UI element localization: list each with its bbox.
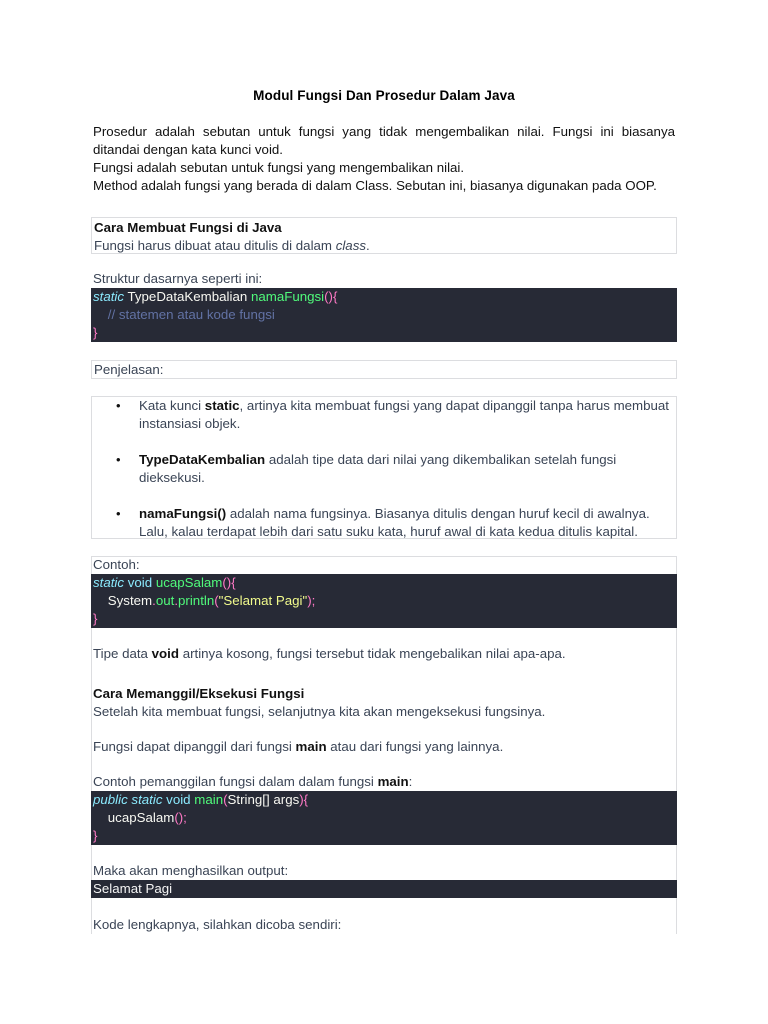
code-keyword: public static xyxy=(93,792,163,807)
intro-line-procedure: Prosedur adalah sebutan untuk fungsi yang tidak mengembalikan nilai. Fungsi ini biasanya ditandai dengan kata kunci void. xyxy=(93,124,675,157)
create-text-italic: class xyxy=(335,238,366,253)
code-bracket: (){ xyxy=(222,575,236,590)
code-object: System xyxy=(93,593,153,608)
create-text-before: Fungsi harus dibuat atau ditulis di dalam xyxy=(94,238,336,253)
bullet-symbol: • xyxy=(116,452,121,467)
void-note-pre: Tipe data xyxy=(93,646,152,661)
code-call: ucapSalam xyxy=(93,810,175,825)
bullet-text-bold: TypeDataKembalian xyxy=(139,452,266,467)
call-example-bold: main xyxy=(377,774,409,789)
list-item xyxy=(92,397,676,433)
call-note-post: atau dari fungsi yang lainnya. xyxy=(326,739,504,754)
code-block-example xyxy=(91,574,677,628)
bullet-text-post: , artinya kita membuat fungsi yang dapat dipanggil tanpa harus membuat instansiasi objek. xyxy=(139,398,670,431)
code-dot: . xyxy=(174,593,179,608)
code-line xyxy=(93,574,675,592)
bullet-symbol: • xyxy=(116,398,121,413)
call-note xyxy=(91,738,679,756)
call-example-label xyxy=(91,773,679,791)
bullet-text-post: adalah nama fungsinya. Biasanya ditulis dengan huruf kecil di awalnya. Lalu, kalau terdapat lebih dari satu suku kata, huruf awal di kata kedua ditulis kapital. xyxy=(139,506,650,539)
section-text-create xyxy=(92,237,676,255)
code-paren: (); xyxy=(174,810,187,825)
section-text-call: Setelah kita membuat fungsi, selanjutnya kita akan mengeksekusi fungsinya. xyxy=(93,704,546,719)
code-line xyxy=(93,809,675,827)
void-note-post: artinya kosong, fungsi tersebut tidak mengebalikan nilai apa-apa. xyxy=(179,646,566,661)
code-type: void xyxy=(162,792,195,807)
example-label: Contoh: xyxy=(93,557,140,572)
bullet-text-bold: static xyxy=(204,398,240,413)
code-function-name: main xyxy=(194,792,224,807)
section-create-function xyxy=(91,217,677,254)
code-block-structure xyxy=(91,288,677,342)
code-method: println xyxy=(178,593,215,608)
code-args: String[] args xyxy=(227,792,300,807)
explanation-list-box xyxy=(91,396,677,539)
output-label: Maka akan menghasilkan output: xyxy=(93,863,289,878)
code-comment: // statemen atau kode fungsi xyxy=(93,307,275,322)
output-block: Selamat Pagi xyxy=(91,880,677,898)
code-bracket: (){ xyxy=(324,289,338,304)
bullet-symbol: • xyxy=(116,506,121,521)
call-note-pre: Fungsi dapat dipanggil dari fungsi xyxy=(93,739,296,754)
call-note-bold: main xyxy=(295,739,327,754)
code-type: TypeDataKembalian xyxy=(124,289,251,304)
code-line xyxy=(93,791,675,809)
code-closing-brace: } xyxy=(93,828,98,843)
list-item xyxy=(92,451,676,487)
void-note xyxy=(91,645,679,663)
bullet-text-pre: Kata kunci xyxy=(139,398,205,413)
create-text-after: . xyxy=(366,238,370,253)
code-paren: ( xyxy=(223,792,228,807)
code-paren: ){ xyxy=(299,792,309,807)
section-heading-create: Cara Membuat Fungsi di Java xyxy=(94,220,282,235)
intro-paragraphs xyxy=(93,123,675,195)
code-function-name: ucapSalam xyxy=(155,575,223,590)
document-title: Modul Fungsi Dan Prosedur Dalam Java xyxy=(253,88,515,103)
code-function-name: namaFungsi xyxy=(250,289,325,304)
intro-line-method: Method adalah fungsi yang berada di dalam Class. Sebutan ini, biasanya digunakan pada OOP. xyxy=(93,178,657,193)
code-type: void xyxy=(124,575,156,590)
section-heading-call: Cara Memanggil/Eksekusi Fungsi xyxy=(93,686,305,701)
bullet-text-bold: namaFungsi() xyxy=(139,506,227,521)
explanation-list xyxy=(92,397,676,541)
code-field: out xyxy=(155,593,175,608)
code-keyword: static xyxy=(93,575,125,590)
code-block-main xyxy=(91,791,677,845)
list-item xyxy=(92,505,676,541)
code-string: "Selamat Pagi" xyxy=(218,593,308,608)
code-paren: ); xyxy=(307,593,316,608)
code-line xyxy=(93,592,675,610)
explanation-box xyxy=(91,360,677,379)
code-closing-brace: } xyxy=(93,611,98,626)
call-example-post: : xyxy=(408,774,413,789)
code-dot: . xyxy=(152,593,156,608)
explanation-label: Penjelasan: xyxy=(94,362,164,377)
code-closing-brace: } xyxy=(93,325,98,340)
code-paren: ( xyxy=(214,593,219,608)
structure-label: Struktur dasarnya seperti ini: xyxy=(93,271,263,286)
full-code-label: Kode lengkapnya, silahkan dicoba sendiri: xyxy=(93,917,342,932)
void-note-bold: void xyxy=(151,646,179,661)
code-line xyxy=(93,288,675,306)
intro-line-function: Fungsi adalah sebutan untuk fungsi yang mengembalikan nilai. xyxy=(93,160,465,175)
call-example-pre: Contoh pemanggilan fungsi dalam dalam fungsi xyxy=(93,774,378,789)
bullet-text-post: adalah tipe data dari nilai yang dikembalikan setelah fungsi dieksekusi. xyxy=(139,452,617,485)
code-keyword: static xyxy=(93,289,125,304)
